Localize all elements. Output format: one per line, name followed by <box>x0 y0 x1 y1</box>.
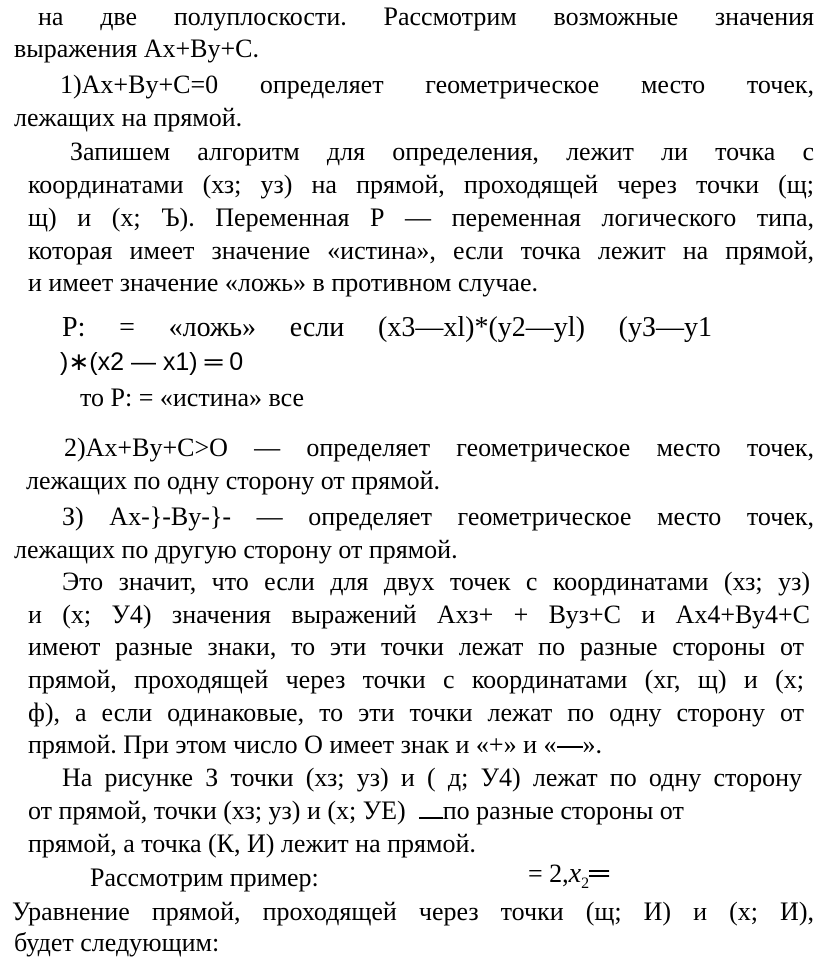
text-segment: = 2, <box>528 859 569 888</box>
formula-line: P: = «ложь» если (x3—xl)*(y2—yl) (yЗ—y1 <box>62 312 712 343</box>
formula-fragment <box>528 859 609 899</box>
text-line: и имеет значение «ложь» в противном случае. <box>28 268 538 297</box>
text-line <box>28 730 602 760</box>
text-line: Запишем алгоритм для определения, лежит ли точка с <box>70 137 814 166</box>
math-variable: x <box>568 858 582 889</box>
formula-line: )∗(x2 — x1) ═ 0 <box>60 348 244 376</box>
blank-underline <box>419 797 443 819</box>
minus-dash <box>557 746 583 748</box>
text-line: ф), а если одинаковые, то эти точки лежат по одну сторону от <box>28 698 804 727</box>
text-segment: ». <box>582 730 603 759</box>
text-line: прямой, проходящей через точки с координатами (хг, щ) и (х; <box>28 665 804 694</box>
text-segment: прямой. При этом число О имеет знак и «+» и « <box>28 730 557 759</box>
text-line: 1)Ax+By+C=0 определяет геометрическое место точек, <box>60 70 814 99</box>
text-line: и (х; У4) значения выражений Ахз+ + Вуз+С и Ах4+Ву4+С <box>28 600 810 629</box>
text-line: имеют разные знаки, то эти точки лежат по разные стороны от <box>28 632 804 661</box>
text-line: на две полуплоскости. Рассмотрим возможные значения <box>38 2 814 31</box>
text-line: лежащих на прямой. <box>14 103 243 132</box>
text-line: которая имеет значение «истина», если точка лежит на прямой, <box>28 236 814 265</box>
text-line: будет следующим: <box>14 928 220 957</box>
text-segment: от прямой, точки (хз; уз) и (х; УЕ) <box>28 796 406 825</box>
text-line: лежащих по другую сторону от прямой. <box>14 535 458 564</box>
text-line: З) Ax-}-By-}- — определяет геометрическое место точек, <box>62 502 814 531</box>
text-line: Уравнение прямой, проходящей через точки (щ; И) и (х; И), <box>12 897 814 926</box>
text-line: Это значит, что если для двух точек с координатами (хз; уз) <box>62 567 810 596</box>
text-line: На рисунке З точки (хз; уз) и ( д; У4) лежат по одну сторону <box>62 763 802 792</box>
math-equals: ═ <box>589 858 609 889</box>
text-line: 2)Ax+By+C>O — определяет геометрическое место точек, <box>64 433 814 462</box>
text-line: выражения Ax+By+C. <box>14 34 260 63</box>
text-line: щ) и (х; Ъ). Переменная Р — переменная логического типа, <box>28 203 814 232</box>
text-line: координатами (хз; уз) на прямой, проходящей через точки (щ; <box>28 170 814 199</box>
text-line: то P: = «истина» все <box>80 383 305 412</box>
text-line: лежащих по одну сторону от прямой. <box>26 466 440 495</box>
text-segment: по разные стороны от <box>442 796 684 825</box>
math-subscript: 2 <box>581 875 590 893</box>
text-line <box>28 796 684 826</box>
text-line: Рассмотрим пример: <box>90 863 319 892</box>
text-line: прямой, а точка (К, И) лежит на прямой. <box>28 829 476 858</box>
